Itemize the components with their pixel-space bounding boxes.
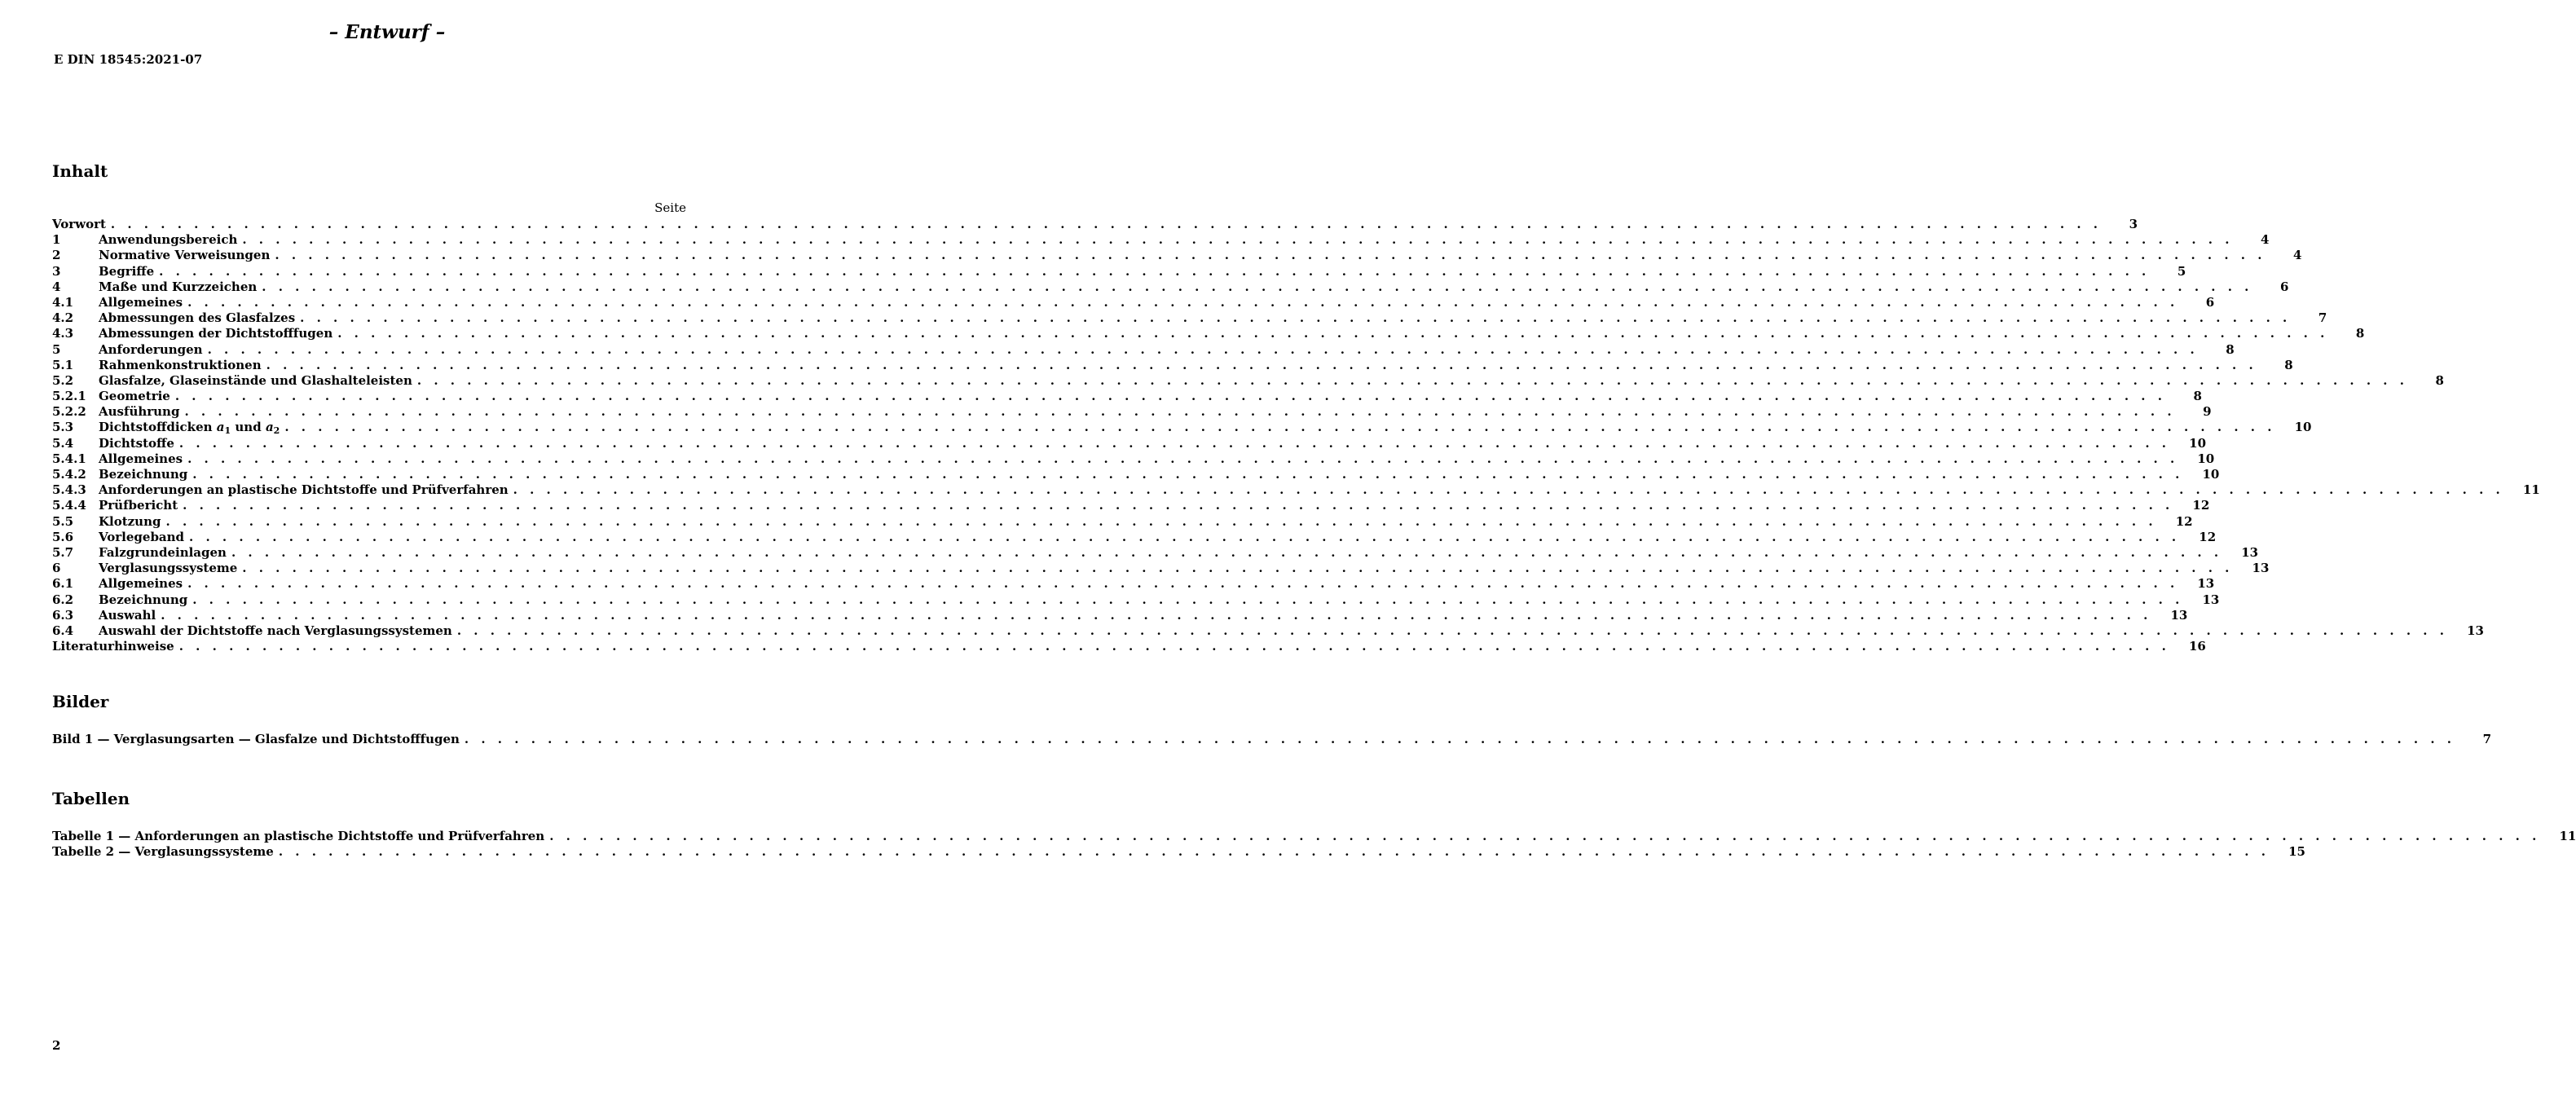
dot-leader: . . . . . . . . . . . . . . . . . . . . . . . . . . . . . . . . . . . . . . . . . . . . . . . . . . . . . . . . . . . . . . . . . . . . . . . . . . . . . . . . . . . . . . . . . . . . . . . . . . . . . . . . . . . . . . . . . . . . . . . . bbox=[159, 263, 2151, 279]
toc-entry-page: 4 bbox=[2293, 248, 2302, 263]
dot-leader: . . . . . . . . . . . . . . . . . . . . . . . . . . . . . . . . . . . . . . . . . . . . . . . . . . . . . . . . . . . . . . . . . . . . . . . . . . . . . . . . . . . . . . . . . . . . . . . . . . . . . . . . . . . . . . . . . . . . . . . . bbox=[174, 389, 2166, 404]
toc-entry[interactable] bbox=[52, 217, 2138, 232]
toc-entry[interactable] bbox=[52, 232, 2270, 248]
toc-entry-title: Allgemeines bbox=[99, 294, 183, 310]
toc-entry-number: 6 bbox=[52, 561, 61, 576]
dot-leader: . . . . . . . . . . . . . . . . . . . . . . . . . . . . . . . . . . . . . . . . . . . . . . . . . . . . . . . . . . . . . . . . . . . . . . . . . . . . . . . . . . . . . . . . . . . . . . . . . . . . . . . . . . . . . . . . . . . . . . . . bbox=[161, 607, 2152, 623]
toc-entry-page: 8 bbox=[2435, 372, 2444, 388]
toc-entry-title: Dichtstoffe bbox=[99, 435, 174, 451]
dot-leader: . . . . . . . . . . . . . . . . . . . . . . . . . . . . . . . . . . . . . . . . . . . . . . . . . . . . . . . . . . . . . . . . . . . . . . . . . . . . . . . . . . . . . . . . . . . . . . . . . . . . . . . . . . . . . . . . . . . . . . . . bbox=[192, 467, 2184, 482]
dot-leader: . . . . . . . . . . . . . . . . . . . . . . . . . . . . . . . . . . . . . . . . . . . . . . . . . . . . . . . . . . . . . . . . . . . . . . . . . . . . . . . . . . . . . . . . . . . . . . . . . . . . . . . . . . . . . . . . . . . . . . . . bbox=[207, 341, 2199, 357]
toc-entry[interactable] bbox=[52, 435, 2207, 451]
toc-entry-number: 1 bbox=[52, 232, 61, 248]
toc-entry-page: 10 bbox=[2294, 420, 2312, 435]
dot-leader: . . . . . . . . . . . . . . . . . . . . . . . . . . . . . . . . . . . . . . . . . . . . . . . . . . . . . . . . . . . . . . . . . . . . . . . . . . . . . . . . . . . . . . . . . . . . . . . . . . . . . . . . . . . . . . . . . . . . . . . . bbox=[183, 498, 2174, 513]
toc-entry-title: Tabelle 2 — Verglasungssysteme bbox=[52, 844, 274, 860]
toc-entry-number: 5.4 bbox=[52, 435, 74, 451]
toc-entry[interactable] bbox=[52, 607, 2188, 623]
toc-entry[interactable] bbox=[52, 732, 2492, 747]
toc-entry-page: 13 bbox=[2252, 561, 2270, 576]
toc-entry-page: 5 bbox=[2177, 263, 2186, 279]
toc-entry-title: Anforderungen bbox=[99, 341, 203, 357]
toc-entry-page: 6 bbox=[2279, 279, 2289, 294]
toc-entry[interactable] bbox=[52, 263, 2186, 280]
toc-entry-title: Literaturhinweise bbox=[52, 639, 174, 654]
toc-entry-title: Maße und Kurzzeichen bbox=[99, 279, 258, 294]
table-of-contents bbox=[52, 217, 2540, 654]
dot-leader: . . . . . . . . . . . . . . . . . . . . . . . . . . . . . . . . . . . . . . . . . . . . . . . . . . . . . . . . . . . . . . . . . . . . . . . . . . . . . . . . . . . . . . . . . . . . . . . . . . . . . . . . . . . . . . . . . . . . . . . . bbox=[262, 279, 2253, 294]
toc-entry-number: 5.4.4 bbox=[52, 498, 86, 513]
toc-entry-page: 4 bbox=[2261, 232, 2270, 248]
math-variable-a: a bbox=[216, 420, 225, 435]
toc-entry-number: 6.1 bbox=[52, 576, 74, 592]
dot-leader: . . . . . . . . . . . . . . . . . . . . . . . . . . . . . . . . . . . . . . . . . . . . . . . . . . . . . . . . . . . . . . . . . . . . . . . . . . . . . . . . . . . . . . . . . . . . . . . . . . . . . . . . . . . . . . . . . . . . . . . . bbox=[187, 576, 2179, 592]
toc-entry[interactable] bbox=[52, 341, 2235, 358]
math-subscript: 1 bbox=[224, 425, 231, 437]
toc-entry[interactable] bbox=[52, 623, 2484, 639]
dot-leader: . . . . . . . . . . . . . . . . . . . . . . . . . . . . . . . . . . . . . . . . . . . . . . . . . . . . . . . . . . . . . . . . . . . . . . . . . . . . . . . . . . . . . . . . . . . . . . . . . . . . . . . . . . . . . . . . . . . . . . . . bbox=[165, 513, 2157, 529]
toc-entry-title: Bezeichnung bbox=[99, 592, 188, 607]
toc-entry-title: Bezeichnung bbox=[99, 467, 188, 482]
toc-entry-page: 12 bbox=[2199, 529, 2217, 544]
toc-entry-title: Abmessungen des Glasfalzes bbox=[99, 310, 296, 326]
toc-entry-page: 13 bbox=[2170, 607, 2188, 623]
toc-entry-number: 2 bbox=[52, 248, 61, 263]
document-id: E DIN 18545:2021-07 bbox=[54, 52, 203, 67]
toc-entry-number: 4 bbox=[52, 279, 61, 294]
contents-heading: Inhalt bbox=[52, 161, 108, 181]
toc-entry-number: 5.5 bbox=[52, 513, 74, 529]
dot-leader: . . . . . . . . . . . . . . . . . . . . . . . . . . . . . . . . . . . . . . . . . . . . . . . . . . . . . . . . . . . . . . . . . . . . . . . . . . . . . . . . . . . . . . . . . . . . . . . . . . . . . . . . . . . . . . . . . . . . . . . . bbox=[549, 829, 2541, 843]
toc-entry-page: 13 bbox=[2467, 623, 2484, 638]
toc-entry[interactable] bbox=[52, 576, 2215, 592]
toc-entry[interactable] bbox=[52, 544, 2259, 561]
toc-entry-page: 10 bbox=[2189, 435, 2207, 451]
dot-leader: . . . . . . . . . . . . . . . . . . . . . . . . . . . . . . . . . . . . . . . . . . . . . . . . . . . . . . . . . . . . . . . . . . . . . . . . . . . . . . . . . . . . . . . . . . . . . . . . . . . . . . . . . . . . . . . . . . . . . . . . bbox=[266, 357, 2257, 372]
toc-entry-page: 16 bbox=[2188, 639, 2206, 654]
dot-leader: . . . . . . . . . . . . . . . . . . . . . . . . . . . . . . . . . . . . . . . . . . . . . . . . . . . . . . . . . . . . . . . . . . . . . . . . . . . . . . . . . . . . . . . . . . . . . . . . . . . . . . . . . . . . . . . . . . . . . . . . bbox=[178, 435, 2171, 451]
toc-entry-title: Verglasungssysteme bbox=[99, 561, 238, 576]
toc-entry[interactable] bbox=[52, 372, 2444, 389]
toc-entry-number: 5 bbox=[52, 341, 61, 357]
dot-leader: . . . . . . . . . . . . . . . . . . . . . . . . . . . . . . . . . . . . . . . . . . . . . . . . . . . . . . . . . . . . . . . . . . . . . . . . . . . . . . . . . . . . . . . . . . . . . . . . . . . . . . . . . . . . . . . . . . . . . . . . bbox=[284, 420, 2276, 435]
list-of-tables bbox=[52, 829, 2576, 860]
toc-entry-title: Tabelle 1 — Anforderungen an plastische Dichtstoffe und Prüfverfahren bbox=[52, 829, 545, 843]
dot-leader: . . . . . . . . . . . . . . . . . . . . . . . . . . . . . . . . . . . . . . . . . . . . . . . . . . . . . . . . . . . . . . . . . . . . . . . . . . . . . . . . . . . . . . . . . . . . . . . . . . . . . . . . . . . . . . . . . . . . . . . . bbox=[242, 232, 2234, 248]
dot-leader: . . . . . . . . . . . . . . . . . . . . . . . . . . . . . . . . . . . . . . . . . . . . . . . . . . . . . . . . . . . . . . . . . . . . . . . . . . . . . . . . . . . . . . . . . . . . . . . . . . . . . . . . . . . . . . . . . . . . . . . . bbox=[192, 592, 2184, 607]
dot-leader: . . . . . . . . . . . . . . . . . . . . . . . . . . . . . . . . . . . . . . . . . . . . . . . . . . . . . . . . . . . . . . . . . . . . . . . . . . . . . . . . . . . . . . . . . . . . . . . . . . . . . . . . . . . . . . . . . . . . . . . . bbox=[337, 326, 2329, 341]
toc-entry-title: Vorwort bbox=[52, 217, 106, 231]
toc-entry-title: Geometrie bbox=[99, 389, 170, 404]
toc-entry-page: 3 bbox=[2129, 217, 2138, 231]
toc-entry-title: Bild 1 — Verglasungsarten — Glasfalze und Dichtstofffugen bbox=[52, 732, 460, 746]
dot-leader: . . . . . . . . . . . . . . . . . . . . . . . . . . . . . . . . . . . . . . . . . . . . . . . . . . . . . . . . . . . . . . . . . . . . . . . . . . . . . . . . . . . . . . . . . . . . . . . . . . . . . . . . . . . . . . . . . . . . . . . . bbox=[456, 623, 2448, 638]
toc-entry-title: Falzgrundeinlagen bbox=[99, 544, 227, 560]
toc-entry-title: Prüfbericht bbox=[99, 498, 178, 513]
dot-leader: . . . . . . . . . . . . . . . . . . . . . . . . . . . . . . . . . . . . . . . . . . . . . . . . . . . . . . . . . . . . . . . . . . . . . . . . . . . . . . . . . . . . . . . . . . . . . . . . . . . . . . . . . . . . . . . . . . . . . . . . bbox=[416, 372, 2408, 388]
toc-entry-title-text: Dichtstoffdicken bbox=[99, 420, 213, 435]
toc-entry[interactable] bbox=[52, 467, 2220, 482]
toc-entry-title: Auswahl bbox=[99, 607, 156, 623]
toc-entry-page: 8 bbox=[2284, 357, 2293, 372]
toc-entry-page: 8 bbox=[2226, 341, 2235, 357]
toc-entry[interactable] bbox=[52, 561, 2270, 576]
toc-entry-number: 6.2 bbox=[52, 592, 74, 607]
toc-entry-page: 8 bbox=[2193, 389, 2202, 404]
toc-entry-title: Vorlegeband bbox=[99, 529, 185, 544]
figures-heading: Bilder bbox=[52, 692, 109, 711]
dot-leader: . . . . . . . . . . . . . . . . . . . . . . . . . . . . . . . . . . . . . . . . . . . . . . . . . . . . . . . . . . . . . . . . . . . . . . . . . . . . . . . . . . . . . . . . . . . . . . . . . . . . . . . . . . . . . . . . . . . . . . . . bbox=[178, 639, 2170, 654]
dot-leader: . . . . . . . . . . . . . . . . . . . . . . . . . . . . . . . . . . . . . . . . . . . . . . . . . . . . . . . . . . . . . . . . . . . . . . . . . . . . . . . . . . . . . . . . . . . . . . . . . . . . . . . . . . . . . . . . . . . . . . . . bbox=[300, 310, 2292, 326]
toc-entry-number: 5.2.2 bbox=[52, 404, 86, 420]
dot-leader: . . . . . . . . . . . . . . . . . . . . . . . . . . . . . . . . . . . . . . . . . . . . . . . . . . . . . . . . . . . . . . . . . . . . . . . . . . . . . . . . . . . . . . . . . . . . . . . . . . . . . . . . . . . . . . . . . . . . . . . . bbox=[187, 451, 2179, 466]
toc-entry[interactable] bbox=[52, 420, 2312, 437]
dot-leader: . . . . . . . . . . . . . . . . . . . . . . . . . . . . . . . . . . . . . . . . . . . . . . . . . . . . . . . . . . . . . . . . . . . . . . . . . . . . . . . . . . . . . . . . . . . . . . . . . . . . . . . . . . . . . . . . . . . . . . . . bbox=[231, 544, 2223, 560]
toc-entry-title: Anforderungen an plastische Dichtstoffe und Prüfverfahren bbox=[99, 482, 509, 498]
dot-leader: . . . . . . . . . . . . . . . . . . . . . . . . . . . . . . . . . . . . . . . . . . . . . . . . . . . . . . . . . . . . . . . . . . . . . . . . . . . . . . . . . . . . . . . . . . . . . . . . . . . . . . . . . . . . . . . . . . . . . . . . bbox=[242, 561, 2234, 576]
toc-entry-page: 12 bbox=[2192, 498, 2210, 513]
toc-entry-number: 4.2 bbox=[52, 310, 74, 326]
toc-entry-number: 5.4.1 bbox=[52, 451, 86, 466]
toc-entry-number: 5.4.2 bbox=[52, 467, 86, 482]
dot-leader: . . . . . . . . . . . . . . . . . . . . . . . . . . . . . . . . . . . . . . . . . . . . . . . . . . . . . . . . . . . . . . . . . . . . . . . . . . . . . . . . . . . . . . . . . . . . . . . . . . . . . . . . . . . . . . . . . . . . . . . . bbox=[184, 404, 2176, 420]
toc-entry-number: 3 bbox=[52, 263, 61, 279]
toc-entry[interactable] bbox=[52, 513, 2193, 530]
toc-entry-title: Klotzung bbox=[99, 513, 161, 529]
toc-entry-title: Rahmenkonstruktionen bbox=[99, 357, 262, 372]
list-of-figures bbox=[52, 732, 2492, 747]
toc-entry[interactable] bbox=[52, 326, 2365, 341]
toc-entry[interactable] bbox=[52, 294, 2215, 310]
toc-entry-title: Allgemeines bbox=[99, 451, 183, 466]
toc-entry-title: Allgemeines bbox=[99, 576, 183, 592]
toc-entry[interactable] bbox=[52, 639, 2206, 654]
toc-entry-page: 13 bbox=[2202, 592, 2220, 607]
dot-leader: . . . . . . . . . . . . . . . . . . . . . . . . . . . . . . . . . . . . . . . . . . . . . . . . . . . . . . . . . . . . . . . . . . . . . . . . . . . . . . . . . . . . . . . . . . . . . . . . . . . . . . . . . . . . . . . . . . . . . . . . bbox=[464, 732, 2456, 746]
toc-entry[interactable] bbox=[52, 829, 2576, 844]
dot-leader: . . . . . . . . . . . . . . . . . . . . . . . . . . . . . . . . . . . . . . . . . . . . . . . . . . . . . . . . . . . . . . . . . . . . . . . . . . . . . . . . . . . . . . . . . . . . . . . . . . . . . . . . . . . . . . . . . . . . . . . . bbox=[187, 294, 2179, 310]
toc-entry-number: 4.1 bbox=[52, 294, 74, 310]
toc-entry[interactable] bbox=[52, 248, 2302, 263]
toc-entry-page: 15 bbox=[2288, 844, 2305, 860]
toc-entry[interactable] bbox=[52, 404, 2212, 420]
toc-entry-number: 5.6 bbox=[52, 529, 74, 544]
toc-entry[interactable] bbox=[52, 451, 2215, 467]
toc-entry-number: 5.2 bbox=[52, 372, 74, 388]
page-column-label: Seite bbox=[654, 200, 686, 215]
toc-entry-page: 9 bbox=[2203, 404, 2212, 420]
toc-entry-page: 7 bbox=[2318, 310, 2327, 326]
toc-entry[interactable] bbox=[52, 482, 2540, 498]
toc-entry-number: 5.1 bbox=[52, 357, 74, 372]
toc-entry-number: 5.2.1 bbox=[52, 389, 86, 404]
toc-entry-page: 8 bbox=[2355, 326, 2365, 341]
math-subscript: 2 bbox=[273, 425, 280, 437]
tables-heading: Tabellen bbox=[52, 789, 130, 808]
toc-entry-page: 11 bbox=[2559, 829, 2576, 843]
toc-entry-number: 5.4.3 bbox=[52, 482, 86, 498]
toc-entry[interactable] bbox=[52, 844, 2305, 860]
page-number: 2 bbox=[52, 1038, 61, 1053]
dot-leader: . . . . . . . . . . . . . . . . . . . . . . . . . . . . . . . . . . . . . . . . . . . . . . . . . . . . . . . . . . . . . . . . . . . . . . . . . . . . . . . . . . . . . . . . . . . . . . . . . . . . . . . . . . . . . . . . . . . . . . . . bbox=[110, 217, 2103, 231]
toc-entry-title: Glasfalze, Glaseinstände und Glashalteleisten bbox=[99, 372, 412, 388]
toc-entry-number: 4.3 bbox=[52, 326, 74, 341]
toc-entry-number: 5.3 bbox=[52, 420, 74, 435]
toc-entry-page: 12 bbox=[2175, 513, 2193, 529]
toc-entry-number: 6.4 bbox=[52, 623, 74, 638]
dot-leader: . . . . . . . . . . . . . . . . . . . . . . . . . . . . . . . . . . . . . . . . . . . . . . . . . . . . . . . . . . . . . . . . . . . . . . . . . . . . . . . . . . . . . . . . . . . . . . . . . . . . . . . . . . . . . . . . . . . . . . . . bbox=[278, 844, 2270, 860]
toc-entry-page: 10 bbox=[2197, 451, 2215, 466]
toc-entry-title: Ausführung bbox=[99, 404, 180, 420]
toc-entry[interactable] bbox=[52, 310, 2327, 326]
draft-label: – Entwurf – bbox=[328, 21, 446, 43]
toc-entry-page: 11 bbox=[2522, 482, 2540, 498]
dot-leader: . . . . . . . . . . . . . . . . . . . . . . . . . . . . . . . . . . . . . . . . . . . . . . . . . . . . . . . . . . . . . . . . . . . . . . . . . . . . . . . . . . . . . . . . . . . . . . . . . . . . . . . . . . . . . . . . . . . . . . . . bbox=[513, 482, 2504, 498]
toc-entry-number: 5.7 bbox=[52, 544, 74, 560]
dot-leader: . . . . . . . . . . . . . . . . . . . . . . . . . . . . . . . . . . . . . . . . . . . . . . . . . . . . . . . . . . . . . . . . . . . . . . . . . . . . . . . . . . . . . . . . . . . . . . . . . . . . . . . . . . . . . . . . . . . . . . . . bbox=[189, 529, 2181, 544]
toc-entry-page: 13 bbox=[2241, 544, 2259, 560]
toc-entry-title: Anwendungsbereich bbox=[99, 232, 238, 248]
toc-entry[interactable] bbox=[52, 279, 2289, 295]
toc-entry[interactable] bbox=[52, 357, 2293, 373]
toc-entry-title-text: und bbox=[235, 420, 262, 435]
toc-entry[interactable] bbox=[52, 529, 2217, 545]
toc-entry[interactable] bbox=[52, 389, 2202, 404]
toc-entry-title: Auswahl der Dichtstoffe nach Verglasungssystemen bbox=[99, 623, 452, 638]
math-variable-a: a bbox=[265, 420, 274, 435]
toc-entry[interactable] bbox=[52, 498, 2210, 513]
toc-entry-page: 7 bbox=[2482, 732, 2492, 746]
dot-leader: . . . . . . . . . . . . . . . . . . . . . . . . . . . . . . . . . . . . . . . . . . . . . . . . . . . . . . . . . . . . . . . . . . . . . . . . . . . . . . . . . . . . . . . . . . . . . . . . . . . . . . . . . . . . . . . . . . . . . . . . bbox=[275, 248, 2266, 263]
toc-entry-title: Normative Verweisungen bbox=[99, 248, 271, 263]
toc-entry-page: 10 bbox=[2202, 467, 2220, 482]
toc-entry[interactable] bbox=[52, 592, 2220, 608]
toc-entry-number: 6.3 bbox=[52, 607, 74, 623]
toc-entry-page: 6 bbox=[2205, 294, 2215, 310]
toc-entry-page: 13 bbox=[2197, 576, 2215, 592]
toc-entry-title: Begriffe bbox=[99, 263, 155, 279]
toc-entry-title: Abmessungen der Dichtstofffugen bbox=[99, 326, 333, 341]
